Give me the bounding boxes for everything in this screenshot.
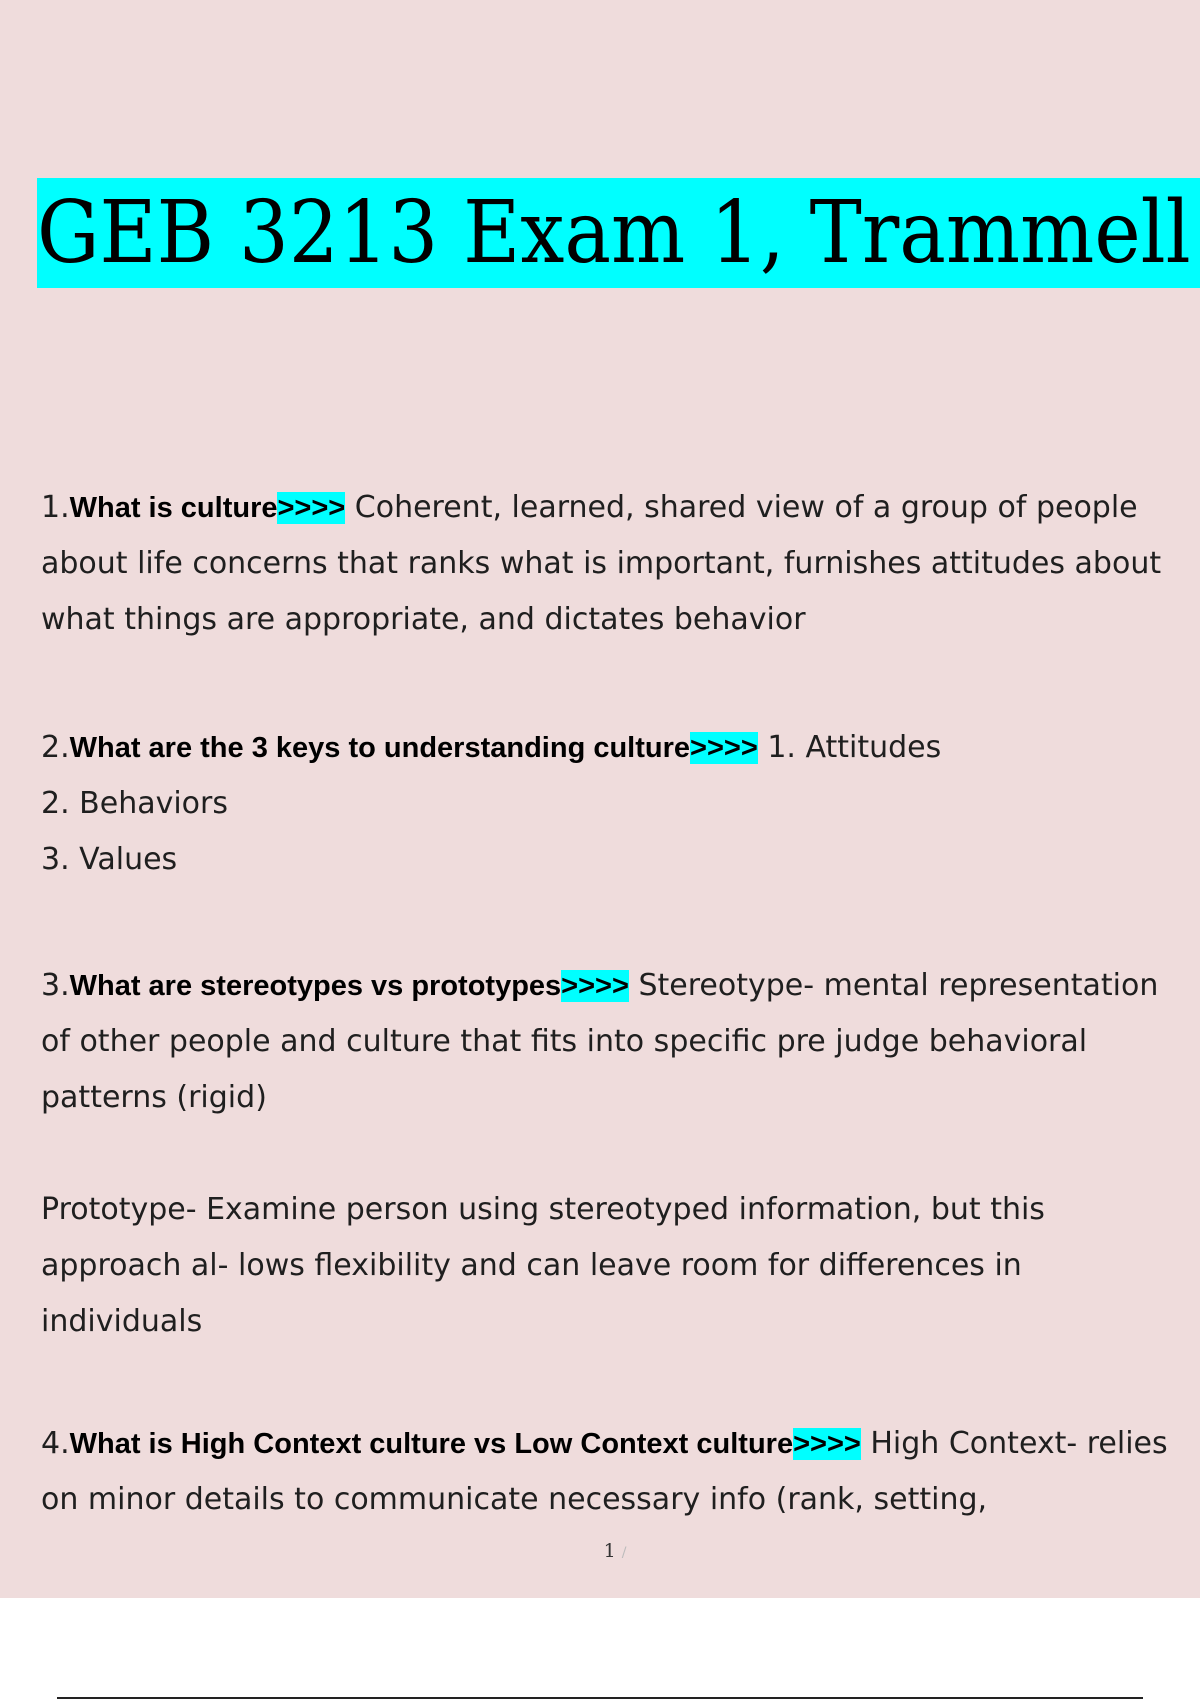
question-text: What are the 3 keys to understanding culture [69, 732, 691, 764]
qa-item-4-text [41, 1416, 1191, 1528]
page-divider [57, 1697, 1143, 1699]
question-number: 3. [41, 968, 70, 1003]
answer-list-item: 2. Behaviors [41, 786, 229, 821]
answer-separator: >>>> [561, 970, 629, 1002]
question-number: 1. [41, 490, 70, 525]
answer-separator: >>>> [793, 1428, 861, 1460]
document-title-text: GEB 3213 Exam 1, Trammell [37, 183, 1191, 283]
qa-item-1 [41, 480, 1191, 648]
question-text: What are stereotypes vs prototypes [69, 970, 562, 1002]
question-number: 4. [41, 1426, 70, 1461]
answer-text: Coherent, learned, shared view of a group of people about life concerns that ranks what is important, furnishes attitudes about what things are appropriate, and dictates behavior [41, 490, 1162, 637]
qa-item-3 [41, 958, 1191, 1350]
answer-text: High Context- relies on minor details to communicate necessary info (rank, setting, [41, 1426, 1168, 1517]
qa-item-2 [41, 720, 1191, 888]
answer-text: 1. Attitudes [767, 730, 942, 765]
page-number-value: 1 [603, 1540, 616, 1562]
page-number [0, 1540, 1200, 1562]
qa-item-2-text [41, 720, 1191, 776]
qa-item-4 [41, 1416, 1191, 1528]
answer-paragraph: Prototype- Examine person using stereotyped information, but this approach al- lows flexibility and can leave room for differences in individuals [41, 1192, 1045, 1339]
page-number-separator: / [621, 1545, 627, 1561]
answer-list-item: 3. Values [41, 842, 178, 877]
answer-separator: >>>> [277, 492, 346, 524]
document-title [37, 178, 1200, 288]
qa-item-3-text [41, 958, 1191, 1126]
question-number: 2. [41, 730, 70, 765]
question-text: What is culture [69, 492, 278, 524]
answer-separator: >>>> [690, 732, 758, 764]
question-text: What is High Context culture vs Low Context culture [69, 1428, 794, 1460]
qa-item-1-text [41, 480, 1191, 648]
answer-text: Stereotype- mental representation of other people and culture that fits into specific pre judge behavioral patterns (rigid) [41, 968, 1159, 1115]
